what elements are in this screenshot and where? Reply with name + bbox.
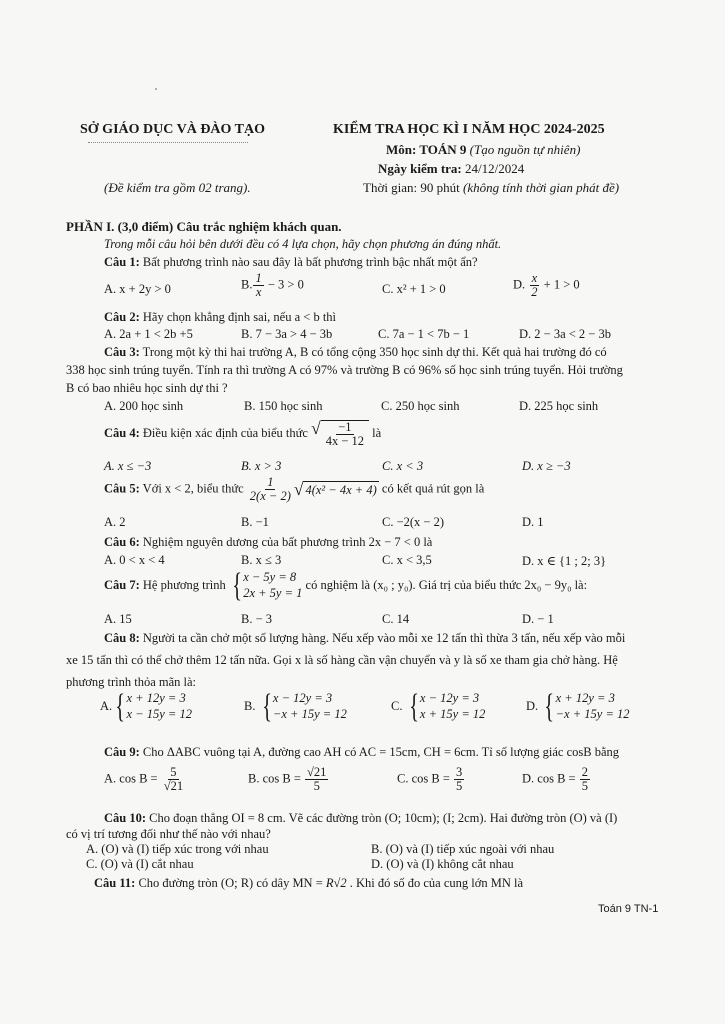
q4-option-a: A. x ≤ −3 — [104, 459, 152, 473]
q3-option-c: C. 250 học sinh — [381, 399, 460, 413]
q9-option-a: A. cos B = $\frac{5}{√21}$ — [104, 765, 184, 794]
q3-line3: B có bao nhiêu học sinh dự thi ? — [66, 381, 228, 395]
q7-option-b: B. − 3 — [241, 612, 273, 626]
part1-title: PHẦN I. (3,0 điểm) Câu trắc nghiệm khách quan. — [66, 219, 342, 234]
exam-title: KIỂM TRA HỌC KÌ I NĂM HỌC 2024-2025 — [333, 122, 605, 137]
q6-option-b: B. x ≤ 3 — [241, 553, 282, 567]
q6-option-c: C. x < 3,5 — [382, 553, 432, 567]
q4-option-c: C. x < 3 — [382, 459, 424, 473]
q10-option-a: A. (O) và (I) tiếp xúc trong với nhau — [86, 842, 269, 856]
pages-note: (Đề kiểm tra gồm 02 trang). — [104, 180, 251, 195]
q3-option-d: D. 225 học sinh — [519, 399, 599, 413]
time-line: Thời gian: 90 phút (không tính thời gian phát đề) — [363, 180, 620, 195]
subject-line: Môn: TOÁN 9 (Tạo nguồn tự nhiên) — [386, 142, 581, 157]
q11-stem: Câu 11: Cho đường tròn (O; R) có dây MN = R√2 . Khi đó số đo của cung lớn MN là — [94, 876, 524, 890]
q2-option-b: B. 7 − 3a > 4 − 3b — [241, 327, 333, 341]
q2-option-c: C. 7a − 1 < 7b − 1 — [378, 327, 470, 341]
page-footer: Toán 9 TN-1 — [598, 903, 659, 915]
date-line: Ngày kiểm tra: 24/12/2024 — [378, 161, 525, 176]
q8-option-b: B. { x − 12y = 3 −x + 15y = 12 — [244, 688, 347, 725]
q5-option-d: D. 1 — [522, 515, 544, 529]
q1-option-a: A. x + 2y > 0 — [104, 282, 171, 296]
q9-option-d: D. cos B = $\frac{2}{5}$ — [522, 765, 588, 794]
q10-line2: có vị trí tương đối như thế nào với nhau? — [66, 827, 271, 841]
scan-speck — [155, 88, 157, 90]
q5-option-a: A. 2 — [104, 515, 126, 529]
q8-line2: xe 15 tấn thì có thể chở thêm 12 tấn nữa. Gọi x là số hàng cần vận chuyển và y là số xe tham gia chở hàng. Hệ — [66, 653, 618, 667]
q7-option-a: A. 15 — [104, 612, 132, 626]
q7-stem: Câu 7: Hệ phương trình { x − 5y = 8 2x + 5y = 1 có nghiệm là (x₀ ; y₀). Giá trị của biểu thức 2x₀ − 9y₀ là: — [104, 567, 588, 604]
q6-option-d: D. x ∈ {1 ; 2; 3} — [522, 554, 607, 568]
q4-option-b: B. x > 3 — [241, 459, 282, 473]
q3-line1: Câu 3: Trong một kỳ thi hai trường A, B có tổng cộng 350 học sinh dự thi. Kết quả hai trường đó có — [104, 345, 607, 359]
q3-option-b: B. 150 học sinh — [244, 399, 323, 413]
q5-option-b: B. −1 — [241, 515, 269, 529]
q1-option-b: B. $\frac{1}{x}$ − 3 > 0 — [241, 271, 304, 300]
q7-option-c: C. 14 — [382, 612, 410, 626]
q7-option-d: D. − 1 — [522, 612, 554, 626]
q8-option-c: C. { x − 12y = 3 x + 15y = 12 — [391, 688, 486, 725]
q10-option-d: D. (O) và (I) không cắt nhau — [371, 857, 514, 871]
q2-option-a: A. 2a + 1 < 2b +5 — [104, 327, 193, 341]
q10-option-b: B. (O) và (I) tiếp xúc ngoài với nhau — [371, 842, 555, 856]
q2-option-d: D. 2 − 3a < 2 − 3b — [519, 327, 611, 341]
q8-option-a: A. { x + 12y = 3 x − 15y = 12 — [100, 688, 192, 725]
q8-line3: phương trình thỏa mãn là: — [66, 675, 197, 689]
q10-line1: Câu 10: Cho đoạn thẳng OI = 8 cm. Vẽ các đường tròn (O; 10cm); (I; 2cm). Hai đường tròn (O) và (I) — [104, 811, 618, 825]
q4-option-d: D. x ≥ −3 — [522, 459, 571, 473]
q6-option-a: A. 0 < x < 4 — [104, 553, 165, 567]
q3-option-a: A. 200 học sinh — [104, 399, 184, 413]
q3-line2: 338 học sinh trúng tuyển. Tính ra thì trường A có 97% và trường B có 96% số học sinh trúng tuyển. Hỏi trường — [66, 363, 623, 377]
q2-stem: Câu 2: Hãy chọn khẳng định sai, nếu a < b thì — [104, 310, 337, 324]
q5-stem: Câu 5: Với x < 2, biểu thức $\frac{1}{2(x - 2)}$ √ 4(x² − 4x + 4) có kết quả rút gọn là — [104, 475, 485, 504]
q9-option-c: C. cos B = $\frac{3}{5}$ — [397, 765, 463, 794]
q1-option-d: D. $\frac{x}{2}$ + 1 > 0 — [513, 271, 580, 300]
q8-line1: Câu 8: Người ta cần chở một số lượng hàng. Nếu xếp vào mỗi xe 12 tấn thì thừa 3 tấn, nếu xếp vào mỗi — [104, 631, 626, 645]
q9-stem: Câu 9: Cho ΔABC vuông tại A, đường cao AH có AC = 15cm, CH = 6cm. Tỉ số lượng giác cosB bằng — [104, 745, 619, 759]
dept-name: SỞ GIÁO DỤC VÀ ĐÀO TẠO — [80, 122, 266, 137]
q4-stem: Câu 4: Điều kiện xác định của biểu thức √ $\frac{-1}{4x - 12}$ là — [104, 418, 382, 449]
q10-option-c: C. (O) và (I) cắt nhau — [86, 857, 194, 871]
dept-underline — [88, 142, 248, 143]
part1-instruction: Trong mỗi câu hỏi bên dưới đều có 4 lựa chọn, hãy chọn phương án đúng nhất. — [104, 237, 502, 251]
q1-option-c: C. x² + 1 > 0 — [382, 282, 446, 296]
q9-option-b: B. cos B = $\frac{√21}{5}$ — [248, 765, 327, 794]
q6-stem: Câu 6: Nghiệm nguyên dương của bất phương trình 2x − 7 < 0 là — [104, 535, 433, 549]
q1-stem: Câu 1: Bất phương trình nào sau đây là bất phương trình bậc nhất một ẩn? — [104, 255, 478, 269]
q8-option-d: D. { x + 12y = 3 −x + 15y = 12 — [526, 688, 630, 725]
q5-option-c: C. −2(x − 2) — [382, 515, 445, 529]
